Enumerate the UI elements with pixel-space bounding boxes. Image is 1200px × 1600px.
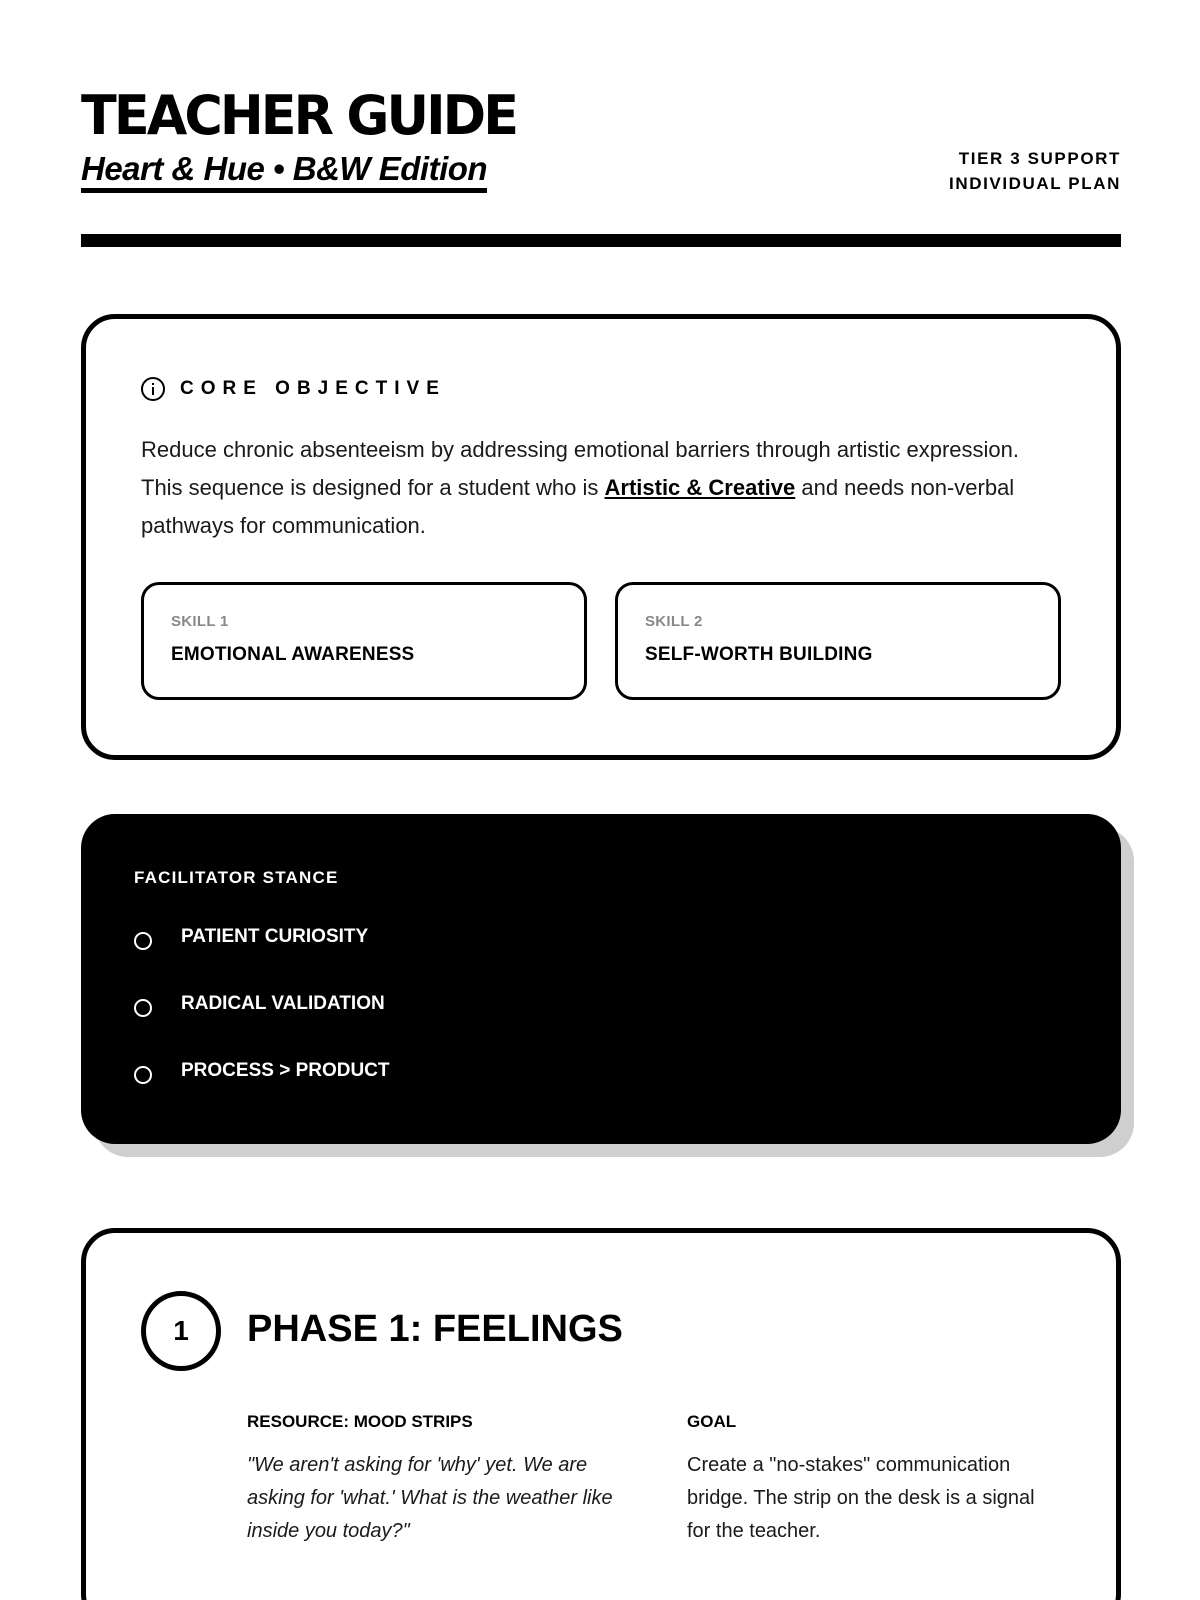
- objective-text-end: and needs non-verbal pathways for communication.: [141, 475, 1015, 538]
- stance-item: [134, 1058, 390, 1084]
- skill-card-1: [141, 582, 587, 700]
- core-objective-heading: [141, 377, 446, 401]
- core-objective-label: CORE OBJECTIVE: [180, 378, 446, 399]
- goal-label: GOAL: [687, 1412, 737, 1431]
- core-objective-card: [81, 314, 1121, 760]
- facilitator-stance-label: FACILITATOR STANCE: [134, 868, 339, 887]
- skill-number: SKILL 2: [645, 613, 703, 630]
- tier-label: [949, 146, 1121, 196]
- stance-item-label: PATIENT CURIOSITY: [181, 926, 369, 947]
- skill-card-2: [615, 582, 1061, 700]
- page-header: [81, 84, 1121, 250]
- core-objective-text: [141, 431, 1061, 545]
- facilitator-stance-card: [81, 814, 1121, 1144]
- stance-item-label: PROCESS > PRODUCT: [181, 1060, 390, 1081]
- tier-support-text: TIER 3 SUPPORT: [958, 149, 1121, 168]
- info-icon: [141, 377, 165, 401]
- radio-circle-icon: [134, 999, 152, 1017]
- header-divider: [81, 234, 1121, 247]
- page-title: TEACHER GUIDE: [81, 84, 517, 147]
- phase-number-badge: 1: [141, 1291, 221, 1371]
- resource-quote: "We aren't asking for 'why' yet. We are asking for 'what.' What is the weather like inside you today?": [247, 1454, 613, 1542]
- student-profile-highlight: Artistic & Creative: [604, 475, 796, 500]
- page-subtitle: Heart & Hue • B&W Edition: [81, 152, 487, 193]
- phase-title: PHASE 1: FEELINGS: [247, 1308, 623, 1350]
- resource-label: RESOURCE: MOOD STRIPS: [247, 1412, 473, 1431]
- goal-text: Create a "no-stakes" communication bridge. The strip on the desk is a signal for the teacher.: [687, 1454, 1035, 1542]
- skill-name: EMOTIONAL AWARENESS: [171, 644, 415, 665]
- phase-1-card: [81, 1228, 1121, 1600]
- objective-text-start: Reduce chronic absenteeism by addressing emotional barriers through artistic expression. This sequence is designed for a student who is: [141, 437, 1020, 500]
- individual-plan-text: INDIVIDUAL PLAN: [949, 174, 1121, 193]
- skill-number: SKILL 1: [171, 613, 229, 630]
- radio-circle-icon: [134, 932, 152, 950]
- radio-circle-icon: [134, 1066, 152, 1084]
- stance-item: [134, 991, 385, 1017]
- stance-item-label: RADICAL VALIDATION: [181, 993, 385, 1014]
- stance-item: [134, 924, 368, 950]
- skill-name: SELF-WORTH BUILDING: [645, 644, 873, 665]
